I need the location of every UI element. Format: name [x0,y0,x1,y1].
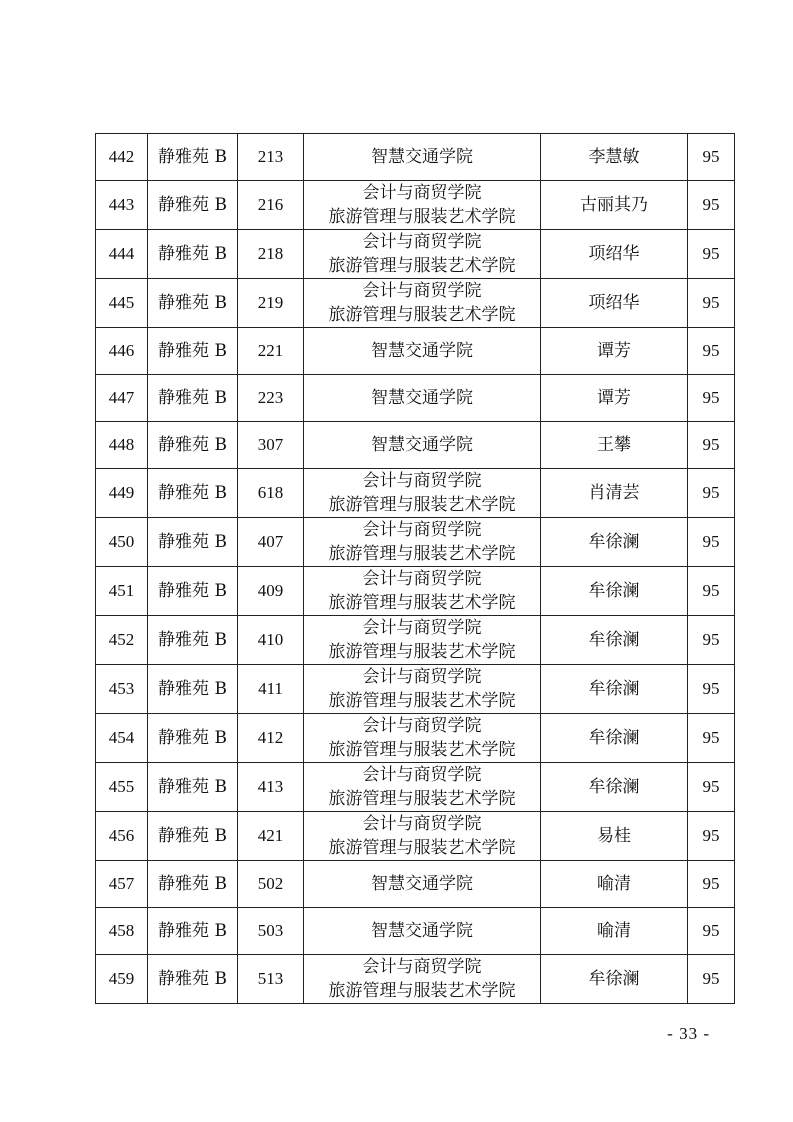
dormitory-score-table [95,133,735,1004]
row-number-cell: 453 [96,665,148,714]
table-row [96,279,735,328]
table-body [96,134,735,1004]
row-number-cell: 443 [96,181,148,230]
college-name: 旅游管理与服装艺术学院 [328,256,516,276]
row-number-cell: 447 [96,375,148,422]
room-cell: 307 [238,422,304,469]
building-cell: 静雅苑 B [148,279,238,328]
table-row [96,134,735,181]
building-cell: 静雅苑 B [148,665,238,714]
room-cell: 219 [238,279,304,328]
college-cell [304,422,541,469]
row-number-cell: 449 [96,469,148,518]
row-number-cell: 448 [96,422,148,469]
counselor-cell: 项绍华 [541,230,688,279]
counselor-cell: 肖清芸 [541,469,688,518]
college-name: 旅游管理与服装艺术学院 [328,207,516,227]
college-name: 旅游管理与服装艺术学院 [328,544,516,564]
college-name: 智慧交通学院 [371,388,473,408]
college-cell [304,518,541,567]
college-name: 会计与商贸学院 [362,765,482,785]
college-cell [304,665,541,714]
score-cell: 95 [688,908,735,955]
score-cell: 95 [688,469,735,518]
room-cell: 410 [238,616,304,665]
table-row [96,714,735,763]
college-name: 会计与商贸学院 [362,183,482,203]
page-number: - 33 - [667,1024,710,1043]
room-cell: 213 [238,134,304,181]
row-number-cell: 451 [96,567,148,616]
college-name: 旅游管理与服装艺术学院 [328,981,516,1001]
college-cell [304,328,541,375]
row-number-cell: 456 [96,812,148,861]
college-name: 智慧交通学院 [371,874,473,894]
college-cell [304,375,541,422]
building-cell: 静雅苑 B [148,812,238,861]
room-cell: 413 [238,763,304,812]
college-name: 会计与商贸学院 [362,618,482,638]
building-cell: 静雅苑 B [148,422,238,469]
college-name: 会计与商贸学院 [362,716,482,736]
college-name: 旅游管理与服装艺术学院 [328,593,516,613]
row-number-cell: 455 [96,763,148,812]
room-cell: 409 [238,567,304,616]
building-cell: 静雅苑 B [148,518,238,567]
score-cell: 95 [688,279,735,328]
building-cell: 静雅苑 B [148,714,238,763]
building-cell: 静雅苑 B [148,861,238,908]
room-cell: 503 [238,908,304,955]
college-name: 智慧交通学院 [371,341,473,361]
room-cell: 421 [238,812,304,861]
building-cell: 静雅苑 B [148,616,238,665]
college-cell [304,279,541,328]
table-row [96,230,735,279]
table-row [96,616,735,665]
college-name: 智慧交通学院 [371,921,473,941]
score-cell: 95 [688,518,735,567]
counselor-cell: 谭芳 [541,375,688,422]
counselor-cell: 李慧敏 [541,134,688,181]
building-cell: 静雅苑 B [148,763,238,812]
counselor-cell: 王攀 [541,422,688,469]
table-row [96,518,735,567]
counselor-cell: 易桂 [541,812,688,861]
row-number-cell: 446 [96,328,148,375]
table-row [96,469,735,518]
college-name: 会计与商贸学院 [362,569,482,589]
room-cell: 223 [238,375,304,422]
score-cell: 95 [688,230,735,279]
counselor-cell: 项绍华 [541,279,688,328]
score-cell: 95 [688,714,735,763]
row-number-cell: 458 [96,908,148,955]
college-name: 旅游管理与服装艺术学院 [328,691,516,711]
table-row [96,375,735,422]
building-cell: 静雅苑 B [148,328,238,375]
score-cell: 95 [688,375,735,422]
college-name: 旅游管理与服装艺术学院 [328,495,516,515]
row-number-cell: 445 [96,279,148,328]
room-cell: 502 [238,861,304,908]
table-row [96,908,735,955]
college-name: 智慧交通学院 [371,147,473,167]
row-number-cell: 454 [96,714,148,763]
college-cell [304,230,541,279]
counselor-cell: 牟徐澜 [541,763,688,812]
counselor-cell: 牟徐澜 [541,665,688,714]
table-row [96,812,735,861]
counselor-cell: 喻清 [541,908,688,955]
college-name: 旅游管理与服装艺术学院 [328,305,516,325]
score-cell: 95 [688,422,735,469]
table-row [96,567,735,616]
counselor-cell: 喻清 [541,861,688,908]
college-cell [304,714,541,763]
college-name: 会计与商贸学院 [362,281,482,301]
college-cell [304,567,541,616]
counselor-cell: 牟徐澜 [541,616,688,665]
room-cell: 221 [238,328,304,375]
building-cell: 静雅苑 B [148,230,238,279]
college-cell [304,469,541,518]
college-name: 智慧交通学院 [371,435,473,455]
score-cell: 95 [688,665,735,714]
counselor-cell: 古丽其乃 [541,181,688,230]
room-cell: 618 [238,469,304,518]
college-name: 会计与商贸学院 [362,667,482,687]
table-row [96,665,735,714]
table-row [96,861,735,908]
row-number-cell: 452 [96,616,148,665]
room-cell: 218 [238,230,304,279]
row-number-cell: 450 [96,518,148,567]
college-cell [304,908,541,955]
score-cell: 95 [688,616,735,665]
building-cell: 静雅苑 B [148,955,238,1004]
college-name: 旅游管理与服装艺术学院 [328,740,516,760]
room-cell: 411 [238,665,304,714]
room-cell: 412 [238,714,304,763]
college-name: 旅游管理与服装艺术学院 [328,789,516,809]
counselor-cell: 牟徐澜 [541,714,688,763]
row-number-cell: 459 [96,955,148,1004]
score-cell: 95 [688,955,735,1004]
college-cell [304,812,541,861]
college-name: 会计与商贸学院 [362,957,482,977]
room-cell: 513 [238,955,304,1004]
building-cell: 静雅苑 B [148,134,238,181]
counselor-cell: 牟徐澜 [541,518,688,567]
room-cell: 216 [238,181,304,230]
building-cell: 静雅苑 B [148,181,238,230]
college-name: 旅游管理与服装艺术学院 [328,838,516,858]
college-name: 会计与商贸学院 [362,471,482,491]
score-cell: 95 [688,763,735,812]
score-cell: 95 [688,134,735,181]
table-row [96,181,735,230]
building-cell: 静雅苑 B [148,375,238,422]
college-name: 会计与商贸学院 [362,232,482,252]
score-cell: 95 [688,812,735,861]
college-cell [304,181,541,230]
college-cell [304,763,541,812]
table-row [96,763,735,812]
building-cell: 静雅苑 B [148,567,238,616]
table-row [96,328,735,375]
college-name: 会计与商贸学院 [362,520,482,540]
college-name: 会计与商贸学院 [362,814,482,834]
score-cell: 95 [688,328,735,375]
college-cell [304,861,541,908]
table-row [96,955,735,1004]
score-cell: 95 [688,861,735,908]
college-name: 旅游管理与服装艺术学院 [328,642,516,662]
row-number-cell: 442 [96,134,148,181]
score-cell: 95 [688,567,735,616]
building-cell: 静雅苑 B [148,908,238,955]
table-row [96,422,735,469]
room-cell: 407 [238,518,304,567]
row-number-cell: 444 [96,230,148,279]
college-cell [304,955,541,1004]
counselor-cell: 谭芳 [541,328,688,375]
college-cell [304,134,541,181]
row-number-cell: 457 [96,861,148,908]
building-cell: 静雅苑 B [148,469,238,518]
score-cell: 95 [688,181,735,230]
counselor-cell: 牟徐澜 [541,955,688,1004]
college-cell [304,616,541,665]
counselor-cell: 牟徐澜 [541,567,688,616]
